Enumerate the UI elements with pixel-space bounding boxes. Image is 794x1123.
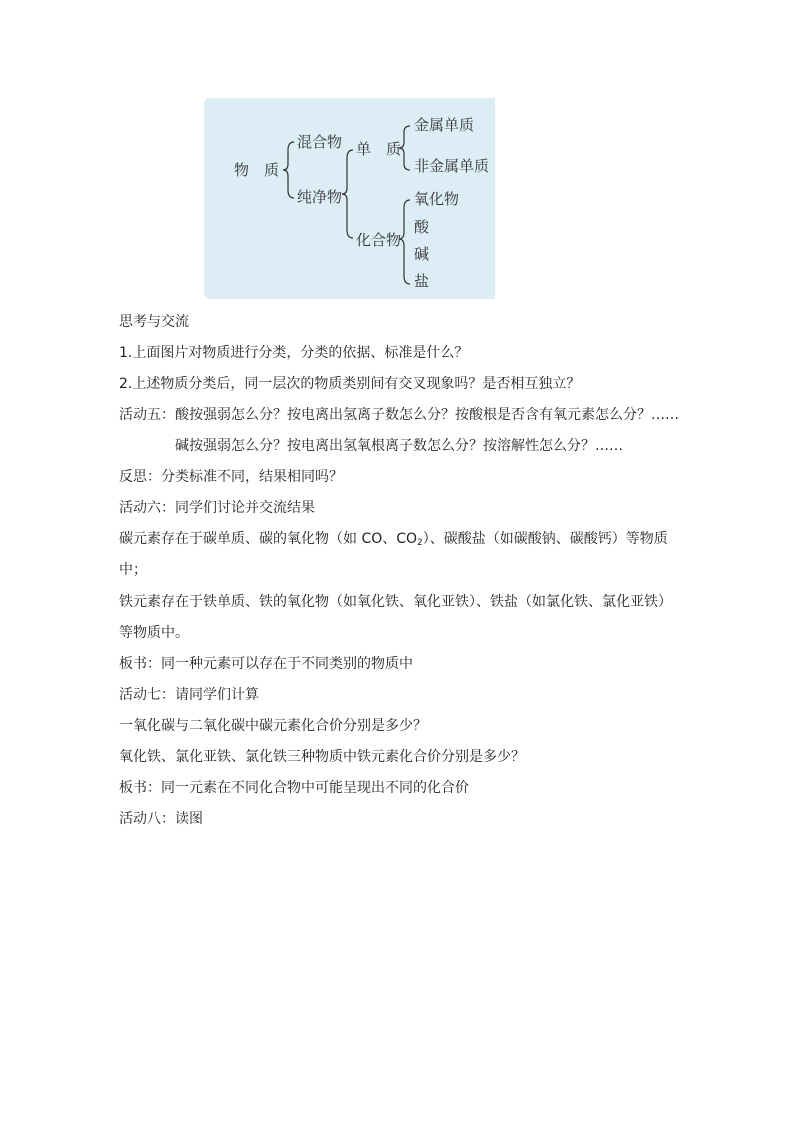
label-compound: 化合物 [356,231,402,249]
label-oxide: 氧化物 [414,190,460,208]
label-base: 碱 [414,245,430,263]
classification-diagram [204,98,495,299]
question-1: 1.上面图片对物质进行分类，分类的依据、标准是什么？ [119,345,469,361]
question-iron-valence: 氧化铁、氯化亚铁、氯化铁三种物质中铁元素化合价分别是多少？ [119,749,525,765]
board-note-1: 板书：同一种元素可以存在于不同类别的物质中 [119,656,413,672]
label-metal: 金属单质 [414,116,475,134]
question-carbon-valence: 一氧化碳与二氧化碳中碳元素化合价分别是多少？ [119,718,427,734]
reflection: 反思：分类标准不同，结果相同吗？ [119,469,343,485]
label-root: 物 质 [234,161,280,179]
board-note-2: 板书：同一元素在不同化合物中可能呈现出不同的化合价 [119,780,469,796]
activity-5-base: 碱按强弱怎么分？按电离出氢氧根离子数怎么分？按溶解性怎么分？…… [175,438,623,454]
brace-pure [342,150,353,238]
label-salt: 盐 [414,272,430,290]
label-mixture: 混合物 [297,133,343,151]
label-acid: 酸 [414,218,430,236]
activity-7: 活动七：请同学们计算 [119,687,259,703]
activity-8: 活动八：读图 [119,811,203,827]
question-2: 2.上述物质分类后，同一层次的物质类别间有交叉现象吗？是否相互独立？ [119,376,581,392]
iron-paragraph: 铁元素存在于铁单质、铁的氧化物（如氧化铁、氧化亚铁）、铁盐（如氯化铁、氯化亚铁） [119,594,672,610]
heading-think: 思考与交流 [119,314,189,330]
carbon-paragraph-end: 中； [119,562,147,578]
label-nonmetal: 非金属单质 [414,157,490,175]
activity-5: 活动五：酸按强弱怎么分？按电离出氢离子数怎么分？按酸根是否含有氧元素怎么分？…… [119,407,679,423]
brace-root [283,142,294,198]
activity-6: 活动六：同学们讨论并交流结果 [119,500,315,516]
label-pure: 纯净物 [297,188,343,206]
label-element: 单 质 [356,140,402,158]
carbon-paragraph: 碳元素存在于碳单质、碳的氧化物（如 CO、$CO_2$）、碳酸盐（如碳酸钠、碳酸钙）等物质 [119,531,668,548]
iron-paragraph-end: 等物质中。 [119,625,189,641]
